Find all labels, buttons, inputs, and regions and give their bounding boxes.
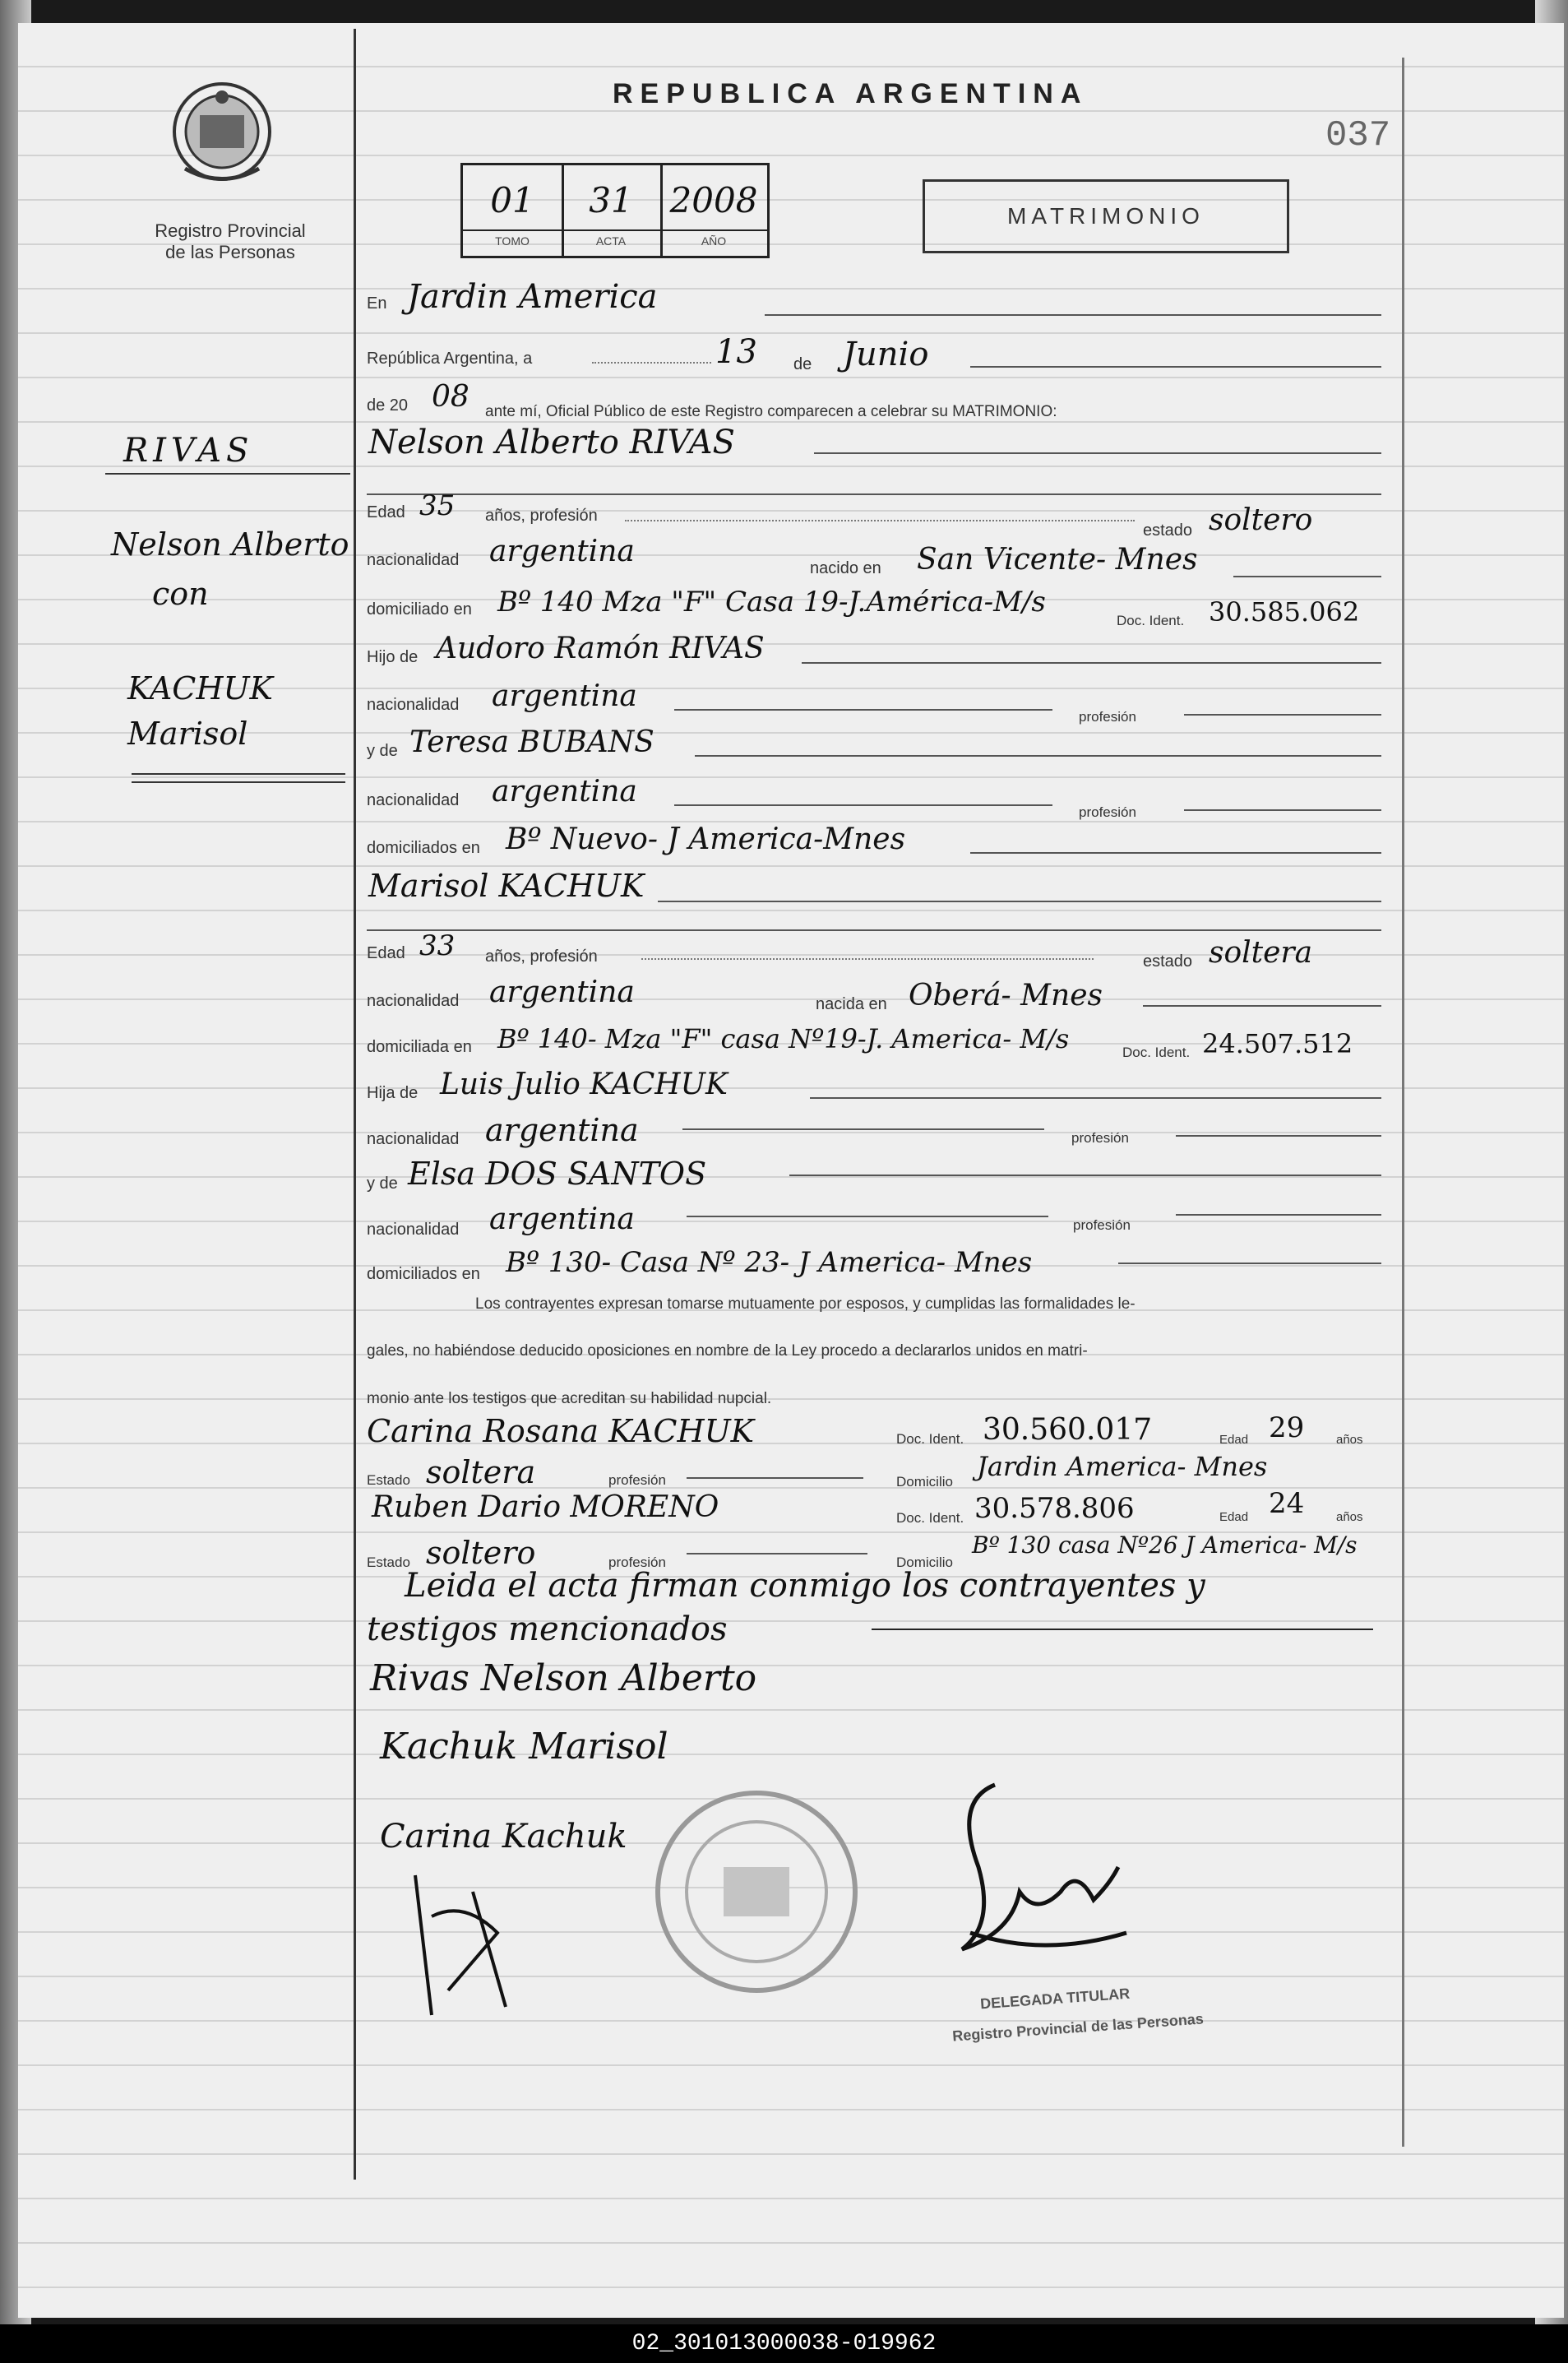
record-number-box [460, 163, 770, 258]
tomo-cell [463, 165, 564, 256]
groom-address: Bº 140 Mza "F" Casa 19-J.América-M/s [497, 586, 1046, 619]
label-profesion: profesión [608, 1554, 666, 1570]
witness1-address: Jardin America- Mnes [977, 1451, 1268, 1482]
fill-line [1176, 1135, 1381, 1137]
fill-line [810, 1097, 1381, 1099]
signature-groom: Rivas Nelson Alberto [370, 1657, 757, 1699]
witness2-name: Ruben Dario MORENO [372, 1490, 719, 1524]
label-nacionalidad: nacionalidad [367, 992, 460, 1010]
closing-line-rule [872, 1629, 1373, 1630]
label-en: En [367, 294, 387, 313]
bride-father-nationality: argentina [485, 1112, 639, 1148]
witness1-doc: 30.560.017 [983, 1413, 1153, 1447]
groom-status: soltero [1209, 503, 1313, 537]
fill-line [970, 852, 1381, 854]
label-anos-profesion: años, profesión [485, 507, 598, 525]
fill-line [765, 314, 1381, 316]
fill-line [687, 1553, 867, 1554]
official-signature-icon [946, 1768, 1159, 1982]
label-domiciliado-en: domiciliado en [367, 600, 472, 619]
margin-groom-name: Nelson Alberto [111, 526, 349, 563]
witness2-doc: 30.578.806 [974, 1492, 1135, 1525]
label-y-de: y de [367, 1175, 398, 1193]
ano-cell [660, 165, 767, 256]
stamp-line-1: DELEGADA TITULAR [979, 1985, 1131, 2013]
groom-born-in: San Vicente- Mnes [917, 543, 1198, 577]
bride-parents-address: Bº 130- Casa Nº 23- J America- Mnes [506, 1246, 1033, 1279]
fill-line [1184, 714, 1381, 716]
witness1-status: soltera [426, 1454, 536, 1490]
fill-line [1118, 1263, 1381, 1264]
day: 13 [715, 333, 757, 371]
label-hija-de: Hija de [367, 1084, 419, 1102]
fill-line [1233, 576, 1381, 577]
acta-label: ACTA [595, 234, 627, 248]
tomo-value: 01 [490, 180, 534, 220]
fill-line [674, 709, 1052, 711]
label-doc-ident: Doc. Ident. [1117, 613, 1185, 628]
fill-line [367, 493, 1381, 495]
label-profesion: profesión [1079, 804, 1136, 820]
label-edad-small: Edad [1219, 1433, 1249, 1447]
label-domiciliados-en: domiciliados en [367, 1265, 480, 1283]
label-edad-small: Edad [1219, 1510, 1249, 1524]
signature-bride: Kachuk Marisol [380, 1726, 668, 1768]
margin-bride-name: Marisol [127, 716, 248, 752]
label-anos: años [1336, 1433, 1363, 1447]
witness2-age: 24 [1269, 1487, 1305, 1520]
groom-age: 35 [419, 489, 456, 522]
witness2-address: Bº 130 casa Nº26 J America- M/s [972, 1531, 1358, 1559]
bride-nationality: argentina [489, 975, 635, 1009]
fill-line [682, 1128, 1044, 1130]
month: Junio [843, 336, 929, 373]
stamp-line-2: Registro Provincial de las Personas [951, 2010, 1205, 2045]
fill-line [687, 1216, 1048, 1217]
groom-mother: Teresa BUBANS [409, 725, 654, 759]
label-hijo-de: Hijo de [367, 648, 419, 666]
label-republica: República Argentina, a [367, 350, 533, 368]
bride-born-in: Oberá- Mnes [909, 979, 1103, 1012]
label-estado: estado [1143, 952, 1193, 971]
label-estado-cap: Estado [367, 1472, 410, 1488]
declaration-line-3: monio ante los testigos que acreditan su habilidad nupcial. [367, 1390, 772, 1407]
margin-double-rule-2 [132, 781, 345, 783]
right-margin-rule [1402, 58, 1404, 2147]
fill-line [814, 452, 1381, 454]
label-domicilio: Domicilio [896, 1474, 953, 1490]
label-domiciliados-en: domiciliados en [367, 839, 480, 857]
witness1-name: Carina Rosana KACHUK [367, 1413, 755, 1449]
groom-father-nationality: argentina [492, 679, 637, 713]
label-nacionalidad: nacionalidad [367, 551, 460, 569]
label-profesion: profesión [1073, 1217, 1131, 1233]
bride-age: 33 [419, 929, 456, 962]
witness2-status: soltero [426, 1535, 536, 1571]
bride-address: Bº 140- Mza "F" casa Nº19-J. America- M/s [497, 1023, 1070, 1054]
tomo-label: TOMO [495, 234, 530, 248]
fill-dots [592, 362, 711, 364]
fill-dots [625, 520, 1135, 521]
label-profesion: profesión [1079, 709, 1136, 725]
closing-line-1: Leida el acta firman conmigo los contrayentes y [405, 1567, 1205, 1605]
fill-line [1176, 1214, 1381, 1216]
witness-signature-scribble-icon [399, 1867, 547, 2032]
document-title: REPUBLICA ARGENTINA [613, 78, 1089, 109]
fill-line [1143, 1005, 1381, 1007]
label-doc-ident: Doc. Ident. [896, 1431, 964, 1447]
fill-line [695, 755, 1381, 757]
fill-line [789, 1175, 1381, 1176]
bride-full-name: Marisol KACHUK [368, 868, 645, 904]
label-year-prefix: de 20 [367, 396, 409, 415]
place: Jardin America [407, 278, 658, 316]
label-profesion: profesión [1071, 1130, 1129, 1146]
witness1-age: 29 [1269, 1411, 1305, 1444]
declaration-line-2: gales, no habiéndose deducido oposiciones en nombre de la Ley procedo a declararlos unidos en matri- [367, 1342, 1088, 1360]
label-anos-profesion: años, profesión [485, 948, 598, 966]
page-number: 037 [1325, 115, 1391, 156]
ano-value: 2008 [669, 180, 758, 220]
label-doc-ident: Doc. Ident. [1122, 1045, 1191, 1060]
fill-dots [641, 958, 1094, 960]
bride-doc: 24.507.512 [1202, 1028, 1353, 1059]
label-y-de: y de [367, 742, 398, 760]
fill-line [1184, 809, 1381, 811]
fill-line [674, 804, 1052, 806]
official-seal-icon [650, 1785, 863, 1999]
label-profesion: profesión [608, 1472, 666, 1488]
label-nacida-en: nacida en [816, 995, 887, 1013]
box-divider [463, 229, 767, 231]
groom-nationality: argentina [489, 535, 635, 568]
groom-mother-nationality: argentina [492, 775, 637, 809]
margin-connector: con [152, 576, 209, 612]
groom-parents-address: Bº Nuevo- J America-Mnes [506, 822, 906, 856]
record-type: MATRIMONIO [923, 179, 1289, 253]
signature-witness: Carina Kachuk [380, 1818, 627, 1856]
label-ante-mi: ante mí, Oficial Público de este Registro comparecen a celebrar su MATRIMONIO: [485, 403, 1057, 420]
bride-mother: Elsa DOS SANTOS [408, 1156, 707, 1192]
province-crest-icon [160, 74, 284, 202]
registry-line-1: Registro Provincial [155, 220, 306, 241]
bride-mother-nationality: argentina [489, 1202, 635, 1236]
label-nacido-en: nacido en [810, 559, 881, 577]
label-estado-cap: Estado [367, 1554, 410, 1570]
label-nacionalidad: nacionalidad [367, 696, 460, 714]
fill-line [802, 662, 1381, 664]
closing-line-2: testigos mencionados [367, 1610, 728, 1648]
ano-label: AÑO [701, 234, 727, 248]
margin-rule [354, 29, 356, 2180]
bride-status: soltera [1209, 936, 1313, 970]
label-domicilio: Domicilio [896, 1554, 953, 1570]
registry-line-2: de las Personas [165, 242, 295, 262]
registry-name [115, 220, 345, 263]
fill-line [687, 1477, 863, 1479]
label-nacionalidad: nacionalidad [367, 791, 460, 809]
file-id-footer: 02_301013000038-019962 [0, 2324, 1568, 2363]
fill-line [970, 366, 1381, 368]
label-nacionalidad: nacionalidad [367, 1221, 460, 1239]
declaration-line-1: Los contrayentes expresan tomarse mutuamente por esposos, y cumplidas las formalidades le- [475, 1295, 1136, 1313]
fill-line [367, 929, 1381, 931]
groom-doc: 30.585.062 [1209, 596, 1360, 628]
margin-double-rule [132, 773, 345, 775]
label-estado: estado [1143, 521, 1193, 540]
label-doc-ident: Doc. Ident. [896, 1510, 964, 1526]
label-de: de [793, 355, 812, 373]
label-edad: Edad [367, 503, 405, 521]
fill-line [658, 901, 1381, 902]
label-domiciliada-en: domiciliada en [367, 1038, 472, 1056]
label-edad: Edad [367, 944, 405, 962]
bride-father: Luis Julio KACHUK [440, 1068, 728, 1101]
margin-bride-surname: KACHUK [127, 670, 273, 707]
margin-underline [105, 473, 350, 475]
year-suffix: 08 [432, 380, 469, 414]
groom-father: Audoro Ramón RIVAS [436, 632, 765, 665]
margin-surname: RIVAS [123, 432, 254, 470]
acta-cell [562, 165, 663, 256]
groom-full-name: Nelson Alberto RIVAS [368, 424, 735, 461]
label-anos: años [1336, 1510, 1363, 1524]
label-nacionalidad: nacionalidad [367, 1130, 460, 1148]
acta-value: 31 [589, 180, 633, 220]
